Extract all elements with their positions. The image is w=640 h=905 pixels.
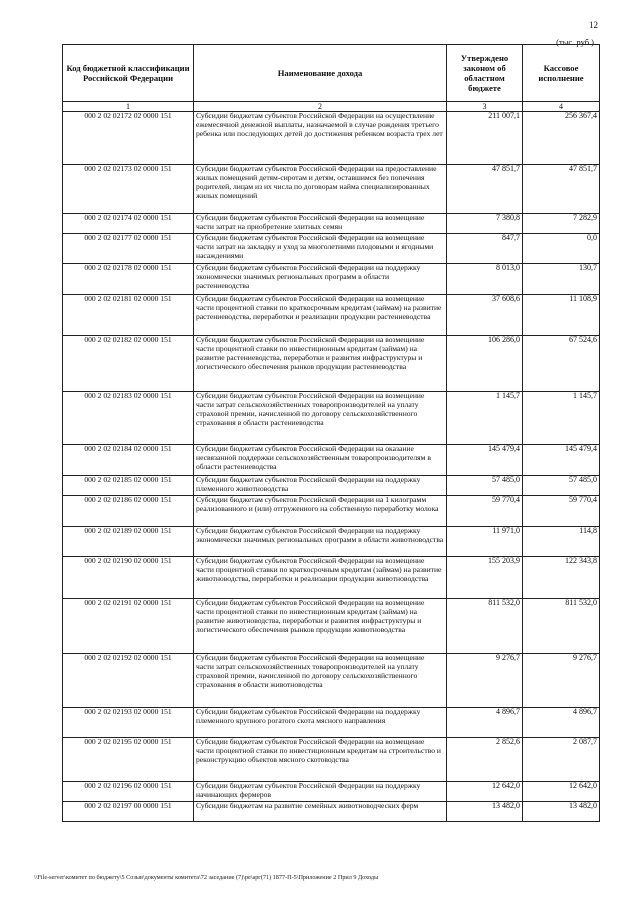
approved-amount: 37 608,6 [447,295,523,336]
revenue-name: Субсидии бюджетам субъектов Российской Федерации на предоставление жилых помещений детям-сиротам и детям, оставшимся без попечения родителей, лицам из их числа по договорам найма специализированных жилых помещений [194,165,447,214]
budget-code: 000 2 02 02177 02 0000 151 [63,234,194,264]
execution-amount: 2 087,7 [523,738,600,782]
budget-code: 000 2 02 02195 02 0000 151 [63,738,194,782]
table-row [63,654,600,708]
budget-code: 000 2 02 02182 02 0000 151 [63,336,194,392]
approved-amount: 7 380,8 [447,214,523,234]
revenue-name: Субсидии бюджетам субъектов Российской Федерации на оказание несвязанной поддержки сельскохозяйственным товаропроизводителям в области растениеводства [194,445,447,476]
approved-amount: 155 203,9 [447,557,523,599]
table-row [63,214,600,234]
budget-code: 000 2 02 02172 02 0000 151 [63,112,194,165]
table-row [63,336,600,392]
revenue-name: Субсидии бюджетам субъектов Российской Федерации на возмещение части затрат сельскохозяйственных товаропроизводителей на уплату страховой премии, начисленной по договору сельскохозяйственного страхования в области животноводства [194,654,447,708]
page-number: 12 [589,20,598,30]
revenue-name: Субсидии бюджетам субъектов Российской Федерации на 1 килограмм реализованного и (или) отгруженного на собственную переработку молока [194,496,447,527]
units-label: (тыс. руб.) [556,37,594,47]
table-row [63,557,600,599]
approved-amount: 1 145,7 [447,392,523,445]
column-number: 4 [523,102,600,112]
header-name: Наименование дохода [194,45,447,102]
revenue-name: Субсидии бюджетам субъектов Российской Федерации на возмещение части процентной ставки по краткосрочным кредитам (займам) на развитие животноводства, переработки и реализации продукции животноводства [194,557,447,599]
revenue-name: Субсидии бюджетам субъектов Российской Федерации на возмещение части затрат на закладку и уход за многолетними плодовыми и ягодными насаждениями [194,234,447,264]
approved-amount: 57 485,0 [447,476,523,496]
approved-amount: 4 896,7 [447,708,523,738]
revenue-name: Субсидии бюджетам субъектов Российской Федерации на поддержку экономически значимых региональных программ в области животноводства [194,527,447,557]
approved-amount: 811 532,0 [447,599,523,654]
approved-amount: 47 851,7 [447,165,523,214]
budget-code: 000 2 02 02178 02 0000 151 [63,264,194,295]
budget-code: 000 2 02 02184 02 0000 151 [63,445,194,476]
execution-amount: 47 851,7 [523,165,600,214]
table-row [63,392,600,445]
execution-amount: 12 642,0 [523,782,600,802]
revenue-name: Субсидии бюджетам субъектов Российской Федерации на возмещение части затрат на приобретение элитных семян [194,214,447,234]
budget-code: 000 2 02 02191 02 0000 151 [63,599,194,654]
table-row [63,738,600,782]
approved-amount: 9 276,7 [447,654,523,708]
table-row [63,527,600,557]
revenue-name: Субсидии бюджетам субъектов Российской Федерации на поддержку племенного крупного рогатого скота мясного направления [194,708,447,738]
budget-code: 000 2 02 02192 02 0000 151 [63,654,194,708]
execution-amount: 57 485,0 [523,476,600,496]
header-code: Код бюджетной классификации Российской Федерации [63,45,194,102]
approved-amount: 106 286,0 [447,336,523,392]
revenue-name: Субсидии бюджетам субъектов Российской Федерации на возмещение части затрат сельскохозяйственных товаропроизводителей на уплату страховой премии, начисленной по договору сельскохозяйственного страхования в области растениеводства [194,392,447,445]
table-row [63,599,600,654]
revenue-name: Субсидии бюджетам субъектов Российской Федерации на поддержку начинающих фермеров [194,782,447,802]
table-row [63,264,600,295]
revenue-name: Субсидии бюджетам субъектов Российской Федерации на возмещение части процентной ставки по инвестиционным кредитам (займам) на развитие животноводства, переработки и развития инфраструктуры и логистического обеспечения рынков продукции животноводства [194,599,447,654]
column-number: 2 [194,102,447,112]
execution-amount: 811 532,0 [523,599,600,654]
budget-code: 000 2 02 02174 02 0000 151 [63,214,194,234]
execution-amount: 114,8 [523,527,600,557]
column-number-row [63,102,600,112]
table-row [63,234,600,264]
budget-code: 000 2 02 02181 02 0000 151 [63,295,194,336]
approved-amount: 2 852,6 [447,738,523,782]
header-row [63,45,600,102]
execution-amount: 1 145,7 [523,392,600,445]
execution-amount: 11 108,9 [523,295,600,336]
file-path-footer: \\File-server\комитет по бюджету\5 Созыв\документы комитета\72 заседание (7)\ре\арг(71) 1877-П-5\Приложение 2 Прил 9 Доходы [34,874,379,881]
budget-code: 000 2 02 02185 02 0000 151 [63,476,194,496]
execution-amount: 256 367,4 [523,112,600,165]
approved-amount: 211 007,1 [447,112,523,165]
table-row [63,476,600,496]
table-row [63,165,600,214]
table-row [63,295,600,336]
execution-amount: 9 276,7 [523,654,600,708]
budget-code: 000 2 02 02197 00 0000 151 [63,802,194,822]
revenue-name: Субсидии бюджетам на развитие семейных животноводческих ферм [194,802,447,822]
execution-amount: 7 282,9 [523,214,600,234]
budget-code: 000 2 02 02186 02 0000 151 [63,496,194,527]
approved-amount: 13 482,0 [447,802,523,822]
execution-amount: 67 524,6 [523,336,600,392]
budget-code: 000 2 02 02173 02 0000 151 [63,165,194,214]
execution-amount: 130,7 [523,264,600,295]
budget-code: 000 2 02 02196 02 0000 151 [63,782,194,802]
approved-amount: 11 971,0 [447,527,523,557]
approved-amount: 59 770,4 [447,496,523,527]
revenue-name: Субсидии бюджетам субъектов Российской Федерации на поддержку племенного животноводства [194,476,447,496]
execution-amount: 4 896,7 [523,708,600,738]
approved-amount: 847,7 [447,234,523,264]
budget-code: 000 2 02 02190 02 0000 151 [63,557,194,599]
table-row [63,708,600,738]
execution-amount: 145 479,4 [523,445,600,476]
revenue-name: Субсидии бюджетам субъектов Российской Федерации на возмещение части процентной ставки по инвестиционным кредитам (займам) на развитие растениеводства, переработки и развития инфраструктуры и логистического обеспечения рынков продукции растениеводства [194,336,447,392]
approved-amount: 145 479,4 [447,445,523,476]
execution-amount: 0,0 [523,234,600,264]
execution-amount: 13 482,0 [523,802,600,822]
execution-amount: 59 770,4 [523,496,600,527]
table-row [63,445,600,476]
revenue-name: Субсидии бюджетам субъектов Российской Федерации на поддержку экономически значимых региональных программ в области растениеводства [194,264,447,295]
approved-amount: 8 013,0 [447,264,523,295]
header-execution: Кассовое исполнение [523,45,600,102]
execution-amount: 122 343,8 [523,557,600,599]
header-approved: Утверждено законом об областном бюджете [447,45,523,102]
approved-amount: 12 642,0 [447,782,523,802]
column-number: 3 [447,102,523,112]
revenue-name: Субсидии бюджетам субъектов Российской Федерации на возмещение части процентной ставки по краткосрочным кредитам (займам) на развитие растениеводства, переработки и реализации продукции растениеводства [194,295,447,336]
revenue-name: Субсидии бюджетам субъектов Российской Федерации на осуществление ежемесячной денежной выплаты, назначаемой в случае рождения третьего ребенка или последующих детей до достижения ребенком возраста трех лет [194,112,447,165]
budget-code: 000 2 02 02193 02 0000 151 [63,708,194,738]
table-row [63,782,600,802]
revenue-name: Субсидии бюджетам субъектов Российской Федерации на возмещение части процентной ставки по инвестиционным кредитам на строительство и реконструкцию объектов мясного скотоводства [194,738,447,782]
table-row [63,112,600,165]
table-row [63,496,600,527]
revenue-table [62,44,600,822]
budget-code: 000 2 02 02189 02 0000 151 [63,527,194,557]
table-row [63,802,600,822]
column-number: 1 [63,102,194,112]
budget-code: 000 2 02 02183 02 0000 151 [63,392,194,445]
